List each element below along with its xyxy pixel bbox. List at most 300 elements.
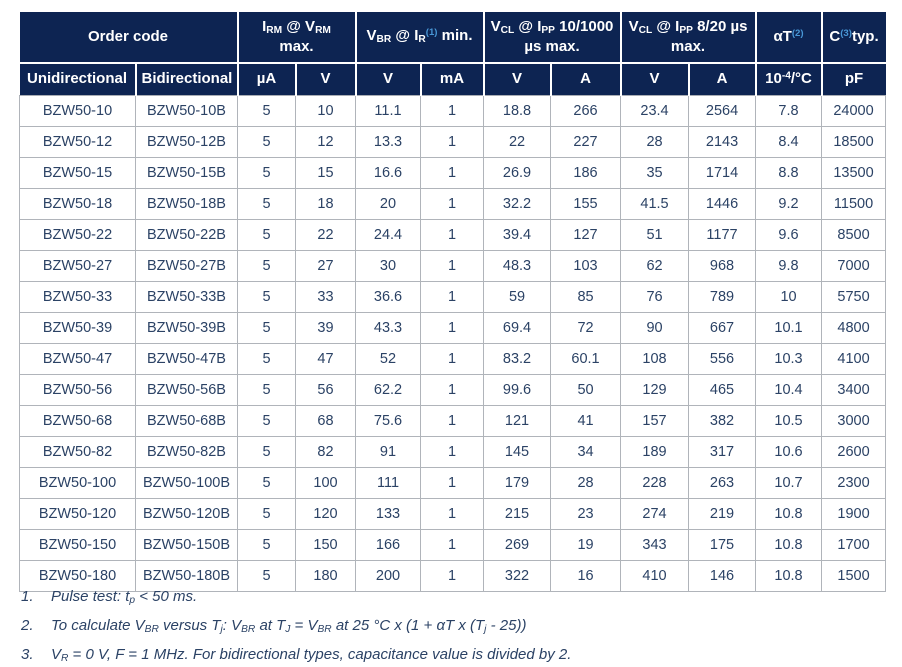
text-segment: PP (679, 24, 693, 36)
cell-irm-ua: 5 (238, 158, 296, 189)
cell-vrm-v: 47 (296, 344, 356, 375)
cell-irm-ua: 5 (238, 499, 296, 530)
subheader-vcl10-v (484, 63, 551, 96)
cell-ipp-10-1000-a: 19 (551, 530, 621, 561)
cell-vbr-v: 75.6 (356, 406, 421, 437)
text-segment: CL (500, 24, 515, 36)
cell-bidirectional-code: BZW50-10B (136, 96, 238, 127)
footnote-ref[interactable]: (3) (840, 27, 852, 39)
cell-unidirectional-code: BZW50-180 (20, 561, 136, 592)
cell-ir-ma: 1 (421, 468, 484, 499)
cell-ir-ma: 1 (421, 530, 484, 561)
cell-bidirectional-code: BZW50-39B (136, 313, 238, 344)
cell-vcl-8-20-v: 410 (621, 561, 689, 592)
cell-ir-ma: 1 (421, 499, 484, 530)
cell-ipp-8-20-a: 667 (689, 313, 756, 344)
cell-alpha-t: 10.8 (756, 561, 822, 592)
text-segment: @ I (391, 27, 419, 44)
cell-vcl-8-20-v: 343 (621, 530, 689, 561)
text-segment: 10 (765, 70, 782, 88)
table-row (20, 313, 886, 344)
subheader-bidirectional (136, 63, 238, 96)
cell-alpha-t: 10.6 (756, 437, 822, 468)
cell-bidirectional-code: BZW50-150B (136, 530, 238, 561)
cell-bidirectional-code: BZW50-22B (136, 220, 238, 251)
text-segment: BR (376, 34, 392, 46)
footnote-2 (21, 617, 881, 639)
cell-vcl-10-1000-v: 121 (484, 406, 551, 437)
text-segment: CL (638, 24, 653, 36)
cell-ipp-10-1000-a: 155 (551, 189, 621, 220)
cell-irm-ua: 5 (238, 220, 296, 251)
cell-vbr-v: 43.3 (356, 313, 421, 344)
text-segment: BR (241, 624, 256, 636)
cell-bidirectional-code: BZW50-180B (136, 561, 238, 592)
cell-ipp-8-20-a: 263 (689, 468, 756, 499)
cell-capacitance-pf: 11500 (822, 189, 886, 220)
cell-vrm-v: 82 (296, 437, 356, 468)
cell-unidirectional-code: BZW50-15 (20, 158, 136, 189)
text-segment: min. (437, 27, 473, 44)
text-segment: : V (222, 617, 242, 635)
cell-vcl-8-20-v: 28 (621, 127, 689, 158)
table-row (20, 344, 886, 375)
cell-capacitance-pf: 1500 (822, 561, 886, 592)
cell-ipp-8-20-a: 146 (689, 561, 756, 592)
cell-ipp-8-20-a: 175 (689, 530, 756, 561)
cell-ipp-8-20-a: 1714 (689, 158, 756, 189)
cell-ipp-10-1000-a: 72 (551, 313, 621, 344)
cell-unidirectional-code: BZW50-18 (20, 189, 136, 220)
cell-unidirectional-code: BZW50-56 (20, 375, 136, 406)
cell-capacitance-pf: 4800 (822, 313, 886, 344)
table-row (20, 189, 886, 220)
text-segment: - 25)) (486, 617, 527, 635)
cell-vrm-v: 100 (296, 468, 356, 499)
cell-vcl-10-1000-v: 26.9 (484, 158, 551, 189)
cell-alpha-t: 10.1 (756, 313, 822, 344)
table-row (20, 406, 886, 437)
footnote-number: 3. (21, 646, 34, 664)
text-segment: I (262, 17, 267, 35)
cell-capacitance-pf: 13500 (822, 158, 886, 189)
text-segment: p (129, 595, 136, 607)
cell-vcl-8-20-v: 23.4 (621, 96, 689, 127)
cell-unidirectional-code: BZW50-47 (20, 344, 136, 375)
cell-alpha-t: 10.8 (756, 530, 822, 561)
table-row (20, 375, 886, 406)
cell-ir-ma: 1 (421, 96, 484, 127)
table-row (20, 96, 886, 127)
cell-vrm-v: 120 (296, 499, 356, 530)
cell-ipp-8-20-a: 382 (689, 406, 756, 437)
cell-vrm-v: 22 (296, 220, 356, 251)
table-row (20, 251, 886, 282)
cell-vrm-v: 180 (296, 561, 356, 592)
cell-vbr-v: 11.1 (356, 96, 421, 127)
cell-irm-ua: 5 (238, 437, 296, 468)
text-segment: 10/1000 µs max. (524, 17, 614, 55)
subheader-unidirectional (20, 63, 136, 96)
cell-capacitance-pf: 2300 (822, 468, 886, 499)
cell-vcl-10-1000-v: 215 (484, 499, 551, 530)
cell-vcl-8-20-v: 76 (621, 282, 689, 313)
cell-bidirectional-code: BZW50-18B (136, 189, 238, 220)
text-segment: V (320, 70, 331, 88)
cell-unidirectional-code: BZW50-39 (20, 313, 136, 344)
subheader-ipp10-a (551, 63, 621, 96)
cell-vcl-8-20-v: 129 (621, 375, 689, 406)
cell-vcl-10-1000-v: 145 (484, 437, 551, 468)
cell-vcl-8-20-v: 62 (621, 251, 689, 282)
cell-ipp-10-1000-a: 186 (551, 158, 621, 189)
table-row (20, 220, 886, 251)
cell-ipp-8-20-a: 317 (689, 437, 756, 468)
cell-bidirectional-code: BZW50-15B (136, 158, 238, 189)
cell-capacitance-pf: 24000 (822, 96, 886, 127)
cell-vcl-8-20-v: 189 (621, 437, 689, 468)
text-segment: Unidirectional (26, 70, 127, 88)
text-segment: @ V (282, 17, 316, 35)
cell-ir-ma: 1 (421, 437, 484, 468)
cell-vrm-v: 68 (296, 406, 356, 437)
text-segment: A (716, 70, 728, 88)
cell-capacitance-pf: 3400 (822, 375, 886, 406)
text-segment: = 0 V, F = 1 MHz. For bidirectional types, capacitance value is divided by 2. (68, 646, 572, 664)
text-segment: @ I (652, 17, 680, 35)
cell-vbr-v: 13.3 (356, 127, 421, 158)
cell-ir-ma: 1 (421, 344, 484, 375)
col-header-alpha-t (756, 12, 822, 63)
footnote-number: 2. (21, 617, 34, 635)
text-segment: versus T (158, 617, 221, 635)
cell-bidirectional-code: BZW50-120B (136, 499, 238, 530)
cell-capacitance-pf: 1900 (822, 499, 886, 530)
cell-vcl-10-1000-v: 99.6 (484, 375, 551, 406)
cell-ipp-10-1000-a: 28 (551, 468, 621, 499)
cell-bidirectional-code: BZW50-12B (136, 127, 238, 158)
cell-unidirectional-code: BZW50-22 (20, 220, 136, 251)
cell-capacitance-pf: 4100 (822, 344, 886, 375)
cell-bidirectional-code: BZW50-100B (136, 468, 238, 499)
cell-bidirectional-code: BZW50-27B (136, 251, 238, 282)
text-segment: j (484, 624, 487, 636)
cell-bidirectional-code: BZW50-82B (136, 437, 238, 468)
cell-capacitance-pf: 8500 (822, 220, 886, 251)
text-segment: V (382, 70, 393, 88)
col-header-vcl-10-1000 (484, 12, 621, 63)
footnotes (21, 588, 881, 667)
cell-ipp-10-1000-a: 227 (551, 127, 621, 158)
cell-vcl-10-1000-v: 179 (484, 468, 551, 499)
cell-capacitance-pf: 3000 (822, 406, 886, 437)
text-segment: pF (844, 70, 864, 88)
cell-ipp-8-20-a: 1446 (689, 189, 756, 220)
text-segment: at 25 °C x (1 + αT x (T (331, 617, 485, 635)
cell-vcl-10-1000-v: 39.4 (484, 220, 551, 251)
text-segment: 8/20 µs max. (670, 17, 748, 55)
cell-ipp-8-20-a: 2143 (689, 127, 756, 158)
cell-ipp-10-1000-a: 50 (551, 375, 621, 406)
subheader-vrm-v (296, 63, 356, 96)
cell-irm-ua: 5 (238, 127, 296, 158)
text-segment: RM (266, 24, 283, 36)
text-segment: PP (541, 24, 555, 36)
cell-alpha-t: 10.7 (756, 468, 822, 499)
footnote-text (51, 646, 881, 667)
cell-ipp-8-20-a: 968 (689, 251, 756, 282)
footnote-3 (21, 646, 881, 667)
subheader-ipp8-a (689, 63, 756, 96)
cell-vbr-v: 133 (356, 499, 421, 530)
cell-irm-ua: 5 (238, 468, 296, 499)
col-header-irm-vrm-max (238, 12, 356, 63)
table-row (20, 530, 886, 561)
subheader-ma (421, 63, 484, 96)
subheader-vbr-v (356, 63, 421, 96)
cell-ir-ma: 1 (421, 282, 484, 313)
cell-vcl-8-20-v: 51 (621, 220, 689, 251)
cell-ir-ma: 1 (421, 251, 484, 282)
cell-unidirectional-code: BZW50-82 (20, 437, 136, 468)
cell-vcl-10-1000-v: 269 (484, 530, 551, 561)
text-segment: µA (256, 70, 277, 88)
text-segment: αT (773, 27, 792, 45)
text-segment: = V (290, 617, 318, 635)
text-segment: V (512, 70, 523, 88)
footnote-1 (21, 588, 881, 610)
cell-vbr-v: 24.4 (356, 220, 421, 251)
text-segment: Order code (87, 27, 169, 45)
col-header-c-typ (822, 12, 886, 63)
table-row (20, 282, 886, 313)
cell-vcl-10-1000-v: 22 (484, 127, 551, 158)
subheader-alpha-unit (756, 63, 822, 96)
cell-alpha-t: 8.8 (756, 158, 822, 189)
cell-irm-ua: 5 (238, 561, 296, 592)
cell-vbr-v: 52 (356, 344, 421, 375)
cell-vcl-10-1000-v: 83.2 (484, 344, 551, 375)
text-segment: at T (255, 617, 286, 635)
cell-vbr-v: 16.6 (356, 158, 421, 189)
text-segment: V (490, 17, 501, 35)
cell-vcl-10-1000-v: 48.3 (484, 251, 551, 282)
cell-ir-ma: 1 (421, 220, 484, 251)
cell-vcl-8-20-v: 41.5 (621, 189, 689, 220)
cell-capacitance-pf: 18500 (822, 127, 886, 158)
subheader-vcl8-v (621, 63, 689, 96)
text-segment: /°C (790, 70, 812, 88)
cell-bidirectional-code: BZW50-47B (136, 344, 238, 375)
cell-vrm-v: 15 (296, 158, 356, 189)
cell-alpha-t: 8.4 (756, 127, 822, 158)
text-segment: < 50 ms. (135, 588, 198, 605)
cell-alpha-t: 10 (756, 282, 822, 313)
table-row (20, 499, 886, 530)
cell-vcl-8-20-v: 274 (621, 499, 689, 530)
cell-unidirectional-code: BZW50-27 (20, 251, 136, 282)
table-row (20, 127, 886, 158)
cell-vcl-10-1000-v: 32.2 (484, 189, 551, 220)
text-segment: j (220, 624, 223, 636)
cell-ir-ma: 1 (421, 127, 484, 158)
text-segment: RM (315, 24, 331, 36)
cell-unidirectional-code: BZW50-100 (20, 468, 136, 499)
cell-irm-ua: 5 (238, 530, 296, 561)
cell-alpha-t: 9.8 (756, 251, 822, 282)
footnote-ref[interactable]: (2) (791, 27, 804, 39)
text-segment: @ I (514, 17, 542, 35)
table-row (20, 468, 886, 499)
cell-ir-ma: 1 (421, 561, 484, 592)
cell-vcl-10-1000-v: 18.8 (484, 96, 551, 127)
text-segment: -4 (781, 70, 791, 82)
text-segment: V (366, 27, 377, 44)
cell-unidirectional-code: BZW50-12 (20, 127, 136, 158)
subheader-pf (822, 63, 886, 96)
cell-ipp-10-1000-a: 41 (551, 406, 621, 437)
cell-ir-ma: 1 (421, 313, 484, 344)
cell-vbr-v: 20 (356, 189, 421, 220)
cell-capacitance-pf: 1700 (822, 530, 886, 561)
table-row (20, 158, 886, 189)
spec-table (19, 12, 886, 592)
cell-ipp-8-20-a: 465 (689, 375, 756, 406)
col-header-vcl-8-20 (621, 12, 756, 63)
cell-ir-ma: 1 (421, 189, 484, 220)
cell-ipp-10-1000-a: 127 (551, 220, 621, 251)
cell-vrm-v: 12 (296, 127, 356, 158)
cell-vcl-8-20-v: 108 (621, 344, 689, 375)
footnote-text (51, 588, 881, 610)
cell-ipp-10-1000-a: 266 (551, 96, 621, 127)
cell-vrm-v: 27 (296, 251, 356, 282)
subheader-ua (238, 63, 296, 96)
cell-alpha-t: 10.3 (756, 344, 822, 375)
cell-vrm-v: 33 (296, 282, 356, 313)
text-segment: R (61, 653, 69, 665)
col-header-vbr-ir-min (356, 12, 484, 63)
cell-alpha-t: 10.8 (756, 499, 822, 530)
cell-bidirectional-code: BZW50-68B (136, 406, 238, 437)
cell-alpha-t: 10.5 (756, 406, 822, 437)
cell-irm-ua: 5 (238, 282, 296, 313)
cell-unidirectional-code: BZW50-68 (20, 406, 136, 437)
cell-vrm-v: 150 (296, 530, 356, 561)
cell-bidirectional-code: BZW50-33B (136, 282, 238, 313)
cell-alpha-t: 7.8 (756, 96, 822, 127)
cell-vbr-v: 36.6 (356, 282, 421, 313)
cell-unidirectional-code: BZW50-33 (20, 282, 136, 313)
cell-ipp-10-1000-a: 16 (551, 561, 621, 592)
text-segment: J (285, 624, 291, 636)
cell-unidirectional-code: BZW50-120 (20, 499, 136, 530)
cell-capacitance-pf: 7000 (822, 251, 886, 282)
cell-ipp-8-20-a: 2564 (689, 96, 756, 127)
table-header (20, 12, 886, 96)
cell-vrm-v: 18 (296, 189, 356, 220)
cell-ipp-8-20-a: 789 (689, 282, 756, 313)
cell-ipp-8-20-a: 219 (689, 499, 756, 530)
cell-ipp-10-1000-a: 60.1 (551, 344, 621, 375)
cell-ir-ma: 1 (421, 158, 484, 189)
cell-vbr-v: 30 (356, 251, 421, 282)
text-segment: Bidirectional (141, 70, 233, 88)
text-segment: R (418, 34, 426, 46)
text-segment: V (51, 646, 62, 664)
cell-vrm-v: 10 (296, 96, 356, 127)
cell-ipp-10-1000-a: 23 (551, 499, 621, 530)
cell-ipp-10-1000-a: 103 (551, 251, 621, 282)
cell-ir-ma: 1 (421, 375, 484, 406)
cell-vbr-v: 91 (356, 437, 421, 468)
spec-table-container (19, 12, 886, 592)
cell-ipp-8-20-a: 556 (689, 344, 756, 375)
table-row (20, 561, 886, 592)
cell-vcl-10-1000-v: 69.4 (484, 313, 551, 344)
cell-ipp-10-1000-a: 85 (551, 282, 621, 313)
text-segment: V (649, 70, 660, 88)
cell-vrm-v: 56 (296, 375, 356, 406)
cell-irm-ua: 5 (238, 96, 296, 127)
text-segment: max. (279, 37, 314, 55)
cell-capacitance-pf: 5750 (822, 282, 886, 313)
footnote-number: 1. (21, 588, 34, 605)
cell-vbr-v: 166 (356, 530, 421, 561)
text-segment: BR (317, 624, 332, 636)
cell-vcl-8-20-v: 90 (621, 313, 689, 344)
cell-irm-ua: 5 (238, 375, 296, 406)
cell-vcl-8-20-v: 35 (621, 158, 689, 189)
cell-vcl-8-20-v: 157 (621, 406, 689, 437)
cell-unidirectional-code: BZW50-150 (20, 530, 136, 561)
col-header-order-code (20, 12, 238, 63)
text-segment: A (580, 70, 591, 88)
text-segment: V (628, 17, 639, 35)
cell-irm-ua: 5 (238, 189, 296, 220)
cell-irm-ua: 5 (238, 344, 296, 375)
table-body (20, 96, 886, 592)
footnote-text (51, 617, 881, 639)
cell-irm-ua: 5 (238, 313, 296, 344)
text-segment: mA (439, 70, 465, 88)
cell-ipp-10-1000-a: 34 (551, 437, 621, 468)
cell-vcl-10-1000-v: 59 (484, 282, 551, 313)
cell-unidirectional-code: BZW50-10 (20, 96, 136, 127)
cell-irm-ua: 5 (238, 251, 296, 282)
cell-alpha-t: 10.4 (756, 375, 822, 406)
text-segment: C (829, 27, 841, 45)
cell-vcl-8-20-v: 228 (621, 468, 689, 499)
cell-ipp-8-20-a: 1177 (689, 220, 756, 251)
table-row (20, 437, 886, 468)
text-segment: Pulse test: t (51, 588, 130, 605)
cell-capacitance-pf: 2600 (822, 437, 886, 468)
header-group-row (20, 12, 886, 63)
cell-irm-ua: 5 (238, 406, 296, 437)
cell-vbr-v: 200 (356, 561, 421, 592)
text-segment: typ. (851, 27, 879, 45)
cell-vrm-v: 39 (296, 313, 356, 344)
cell-alpha-t: 9.6 (756, 220, 822, 251)
cell-vbr-v: 111 (356, 468, 421, 499)
cell-ir-ma: 1 (421, 406, 484, 437)
footnote-ref[interactable]: (1) (425, 27, 438, 39)
cell-alpha-t: 9.2 (756, 189, 822, 220)
cell-vcl-10-1000-v: 322 (484, 561, 551, 592)
text-segment: To calculate V (51, 617, 145, 635)
cell-bidirectional-code: BZW50-56B (136, 375, 238, 406)
